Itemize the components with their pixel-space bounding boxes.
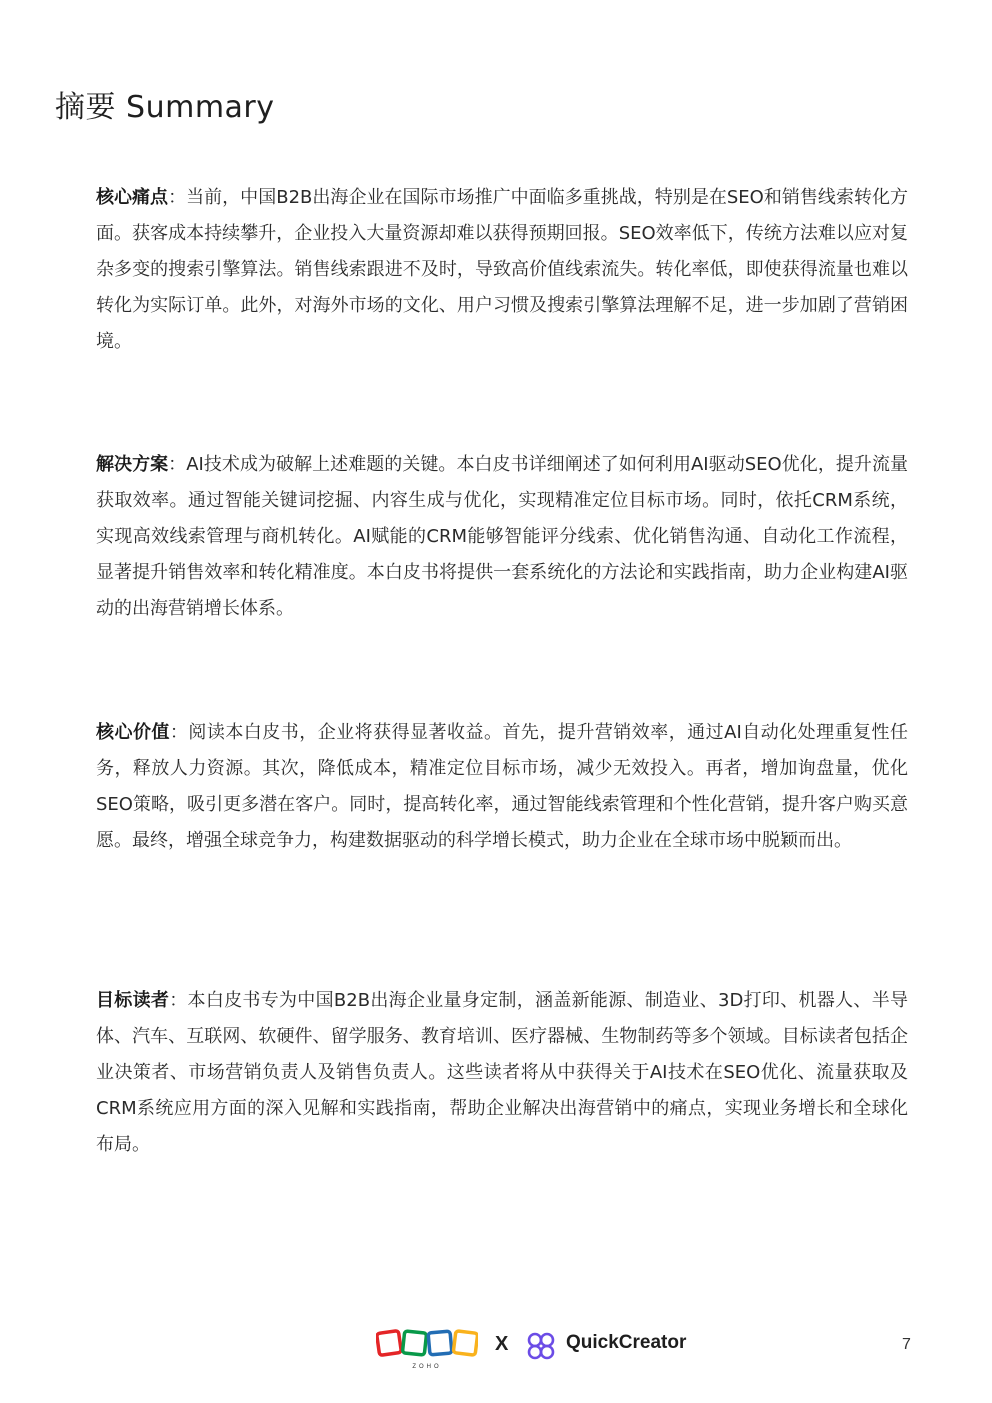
- section-core-value: 核心价值：阅读本白皮书，企业将获得显著收益。首先，提升营销效率，通过AI自动化处理重复性任务，释放人力资源。其次，降低成本，精准定位目标市场，减少无效投入。再者，增加询盘量，优化SEO策略，吸引更多潜在客户。同时，提高转化率，通过智能线索管理和个性化营销，提升客户购买意愿。最终，增强全球竞争力，构建数据驱动的科学增长模式，助力企业在全球市场中脱颖而出。: [96, 722, 909, 851]
- page-footer: [0, 1318, 992, 1374]
- section-target-readers: 目标读者：本白皮书专为中国B2B出海企业量身定制，涵盖新能源、制造业、3D打印、机器人、半导体、汽车、互联网、软硬件、留学服务、教育培训、医疗器械、生物制药等多个领域。目标读者包括企业决策者、市场营销负责人及销售负责人。这些读者将从中获得关于AI技术在SEO优化、流量获取及CRM系统应用方面的深入见解和实践指南，帮助企业解决出海营销中的痛点，实现业务增长和全球化布局。: [96, 990, 909, 1155]
- page-number: 7: [902, 1336, 911, 1353]
- section-text: AI技术成为破解上述难题的关键。本白皮书详细阐述了如何利用AI驱动SEO优化，提升流量获取效率。通过智能关键词挖掘、内容生成与优化，实现精准定位目标市场。同时，依托CRM系统，实现高效线索管理与商机转化。AI赋能的CRM能够智能评分线索、优化销售沟通、自动化工作流程，显著提升销售效率和转化精准度。本白皮书将提供一套系统化的方法论和实践指南，助力企业构建AI驱动的出海营销增长体系。: [96, 454, 909, 619]
- section-text: 本白皮书专为中国B2B出海企业量身定制，涵盖新能源、制造业、3D打印、机器人、半导体、汽车、互联网、软硬件、留学服务、教育培训、医疗器械、生物制药等多个领域。目标读者包括企业决策者、市场营销负责人及销售负责人。这些读者将从中获得关于AI技术在SEO优化、流量获取及CRM系统应用方面的深入见解和实践指南，帮助企业解决出海营销中的痛点，实现业务增长和全球化布局。: [96, 990, 909, 1155]
- zoho-square-1: [377, 1331, 402, 1356]
- section-label: 目标读者: [96, 990, 170, 1011]
- section-label: 核心痛点: [96, 187, 169, 208]
- zoho-wordmark: ZOHO: [412, 1364, 442, 1370]
- partnership-x: X: [495, 1333, 509, 1355]
- zoho-logo: [376, 1326, 478, 1370]
- page-title: 摘要 Summary: [55, 90, 275, 125]
- section-text: 阅读本白皮书，企业将获得显著收益。首先，提升营销效率，通过AI自动化处理重复性任务，释放人力资源。其次，降低成本，精准定位目标市场，减少无效投入。再者，增加询盘量，优化SEO策略，吸引更多潜在客户。同时，提高转化率，通过智能线索管理和个性化营销，提升客户购买意愿。最终，增强全球竞争力，构建数据驱动的科学增长模式，助力企业在全球市场中脱颖而出。: [96, 722, 909, 851]
- zoho-square-2: [402, 1331, 426, 1355]
- section-solution: 解决方案：AI技术成为破解上述难题的关键。本白皮书详细阐述了如何利用AI驱动SEO优化，提升流量获取效率。通过智能关键词挖掘、内容生成与优化，实现精准定位目标市场。同时，依托CRM系统，实现高效线索管理与商机转化。AI赋能的CRM能够智能评分线索、优化销售沟通、自动化工作流程，显著提升销售效率和转化精准度。本白皮书将提供一套系统化的方法论和实践指南，助力企业构建AI驱动的出海营销增长体系。: [96, 454, 909, 619]
- quickcreator-logo-text: QuickCreator: [566, 1332, 687, 1353]
- clover-icon: [525, 1330, 557, 1362]
- zoho-square-3: [428, 1331, 452, 1355]
- section-label: 解决方案: [96, 454, 169, 475]
- section-text: 当前，中国B2B出海企业在国际市场推广中面临多重挑战，特别是在SEO和销售线索转化方面。获客成本持续攀升，企业投入大量资源却难以获得预期回报。SEO效率低下，传统方法难以应对复杂多变的搜索引擎算法。销售线索跟进不及时，导致高价值线索流失。转化率低，即使获得流量也难以转化为实际订单。此外，对海外市场的文化、用户习惯及搜索引擎算法理解不足，进一步加剧了营销困境。: [96, 187, 909, 352]
- section-core-pain-points: 核心痛点：当前，中国B2B出海企业在国际市场推广中面临多重挑战，特别是在SEO和销售线索转化方面。获客成本持续攀升，企业投入大量资源却难以获得预期回报。SEO效率低下，传统方法难以应对复杂多变的搜索引擎算法。销售线索跟进不及时，导致高价值线索流失。转化率低，即使获得流量也难以转化为实际订单。此外，对海外市场的文化、用户习惯及搜索引擎算法理解不足，进一步加剧了营销困境。: [96, 187, 909, 352]
- section-label: 核心价值: [96, 722, 170, 743]
- zoho-square-4: [453, 1331, 478, 1356]
